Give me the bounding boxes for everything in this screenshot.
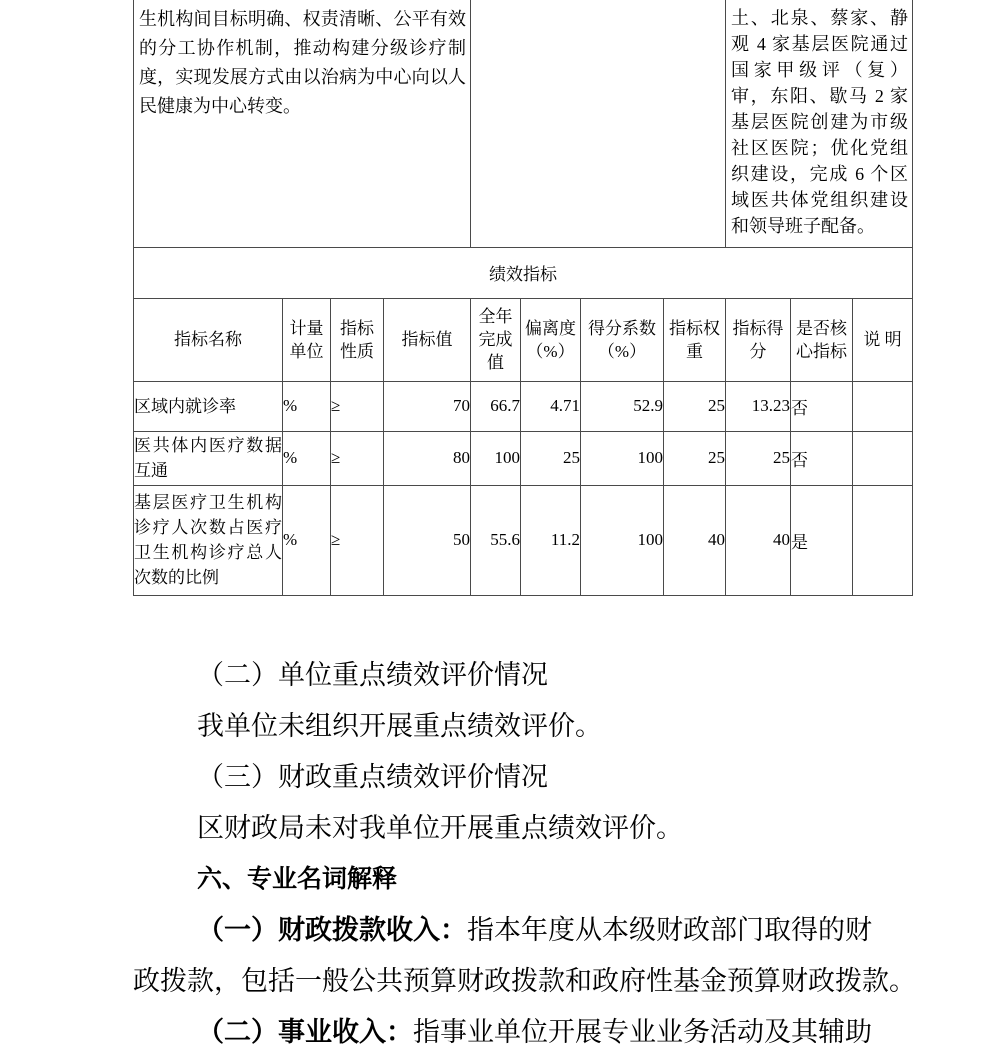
heading-finance-key-evaluation: （三）财政重点绩效评价情况 <box>197 762 548 792</box>
heading-unit-key-evaluation: （二）单位重点绩效评价情况 <box>197 660 548 690</box>
cell-target-value: 70 <box>384 381 471 431</box>
cell-core-indicator: 是 <box>791 485 853 595</box>
cell-score-coefficient: 100 <box>581 431 664 485</box>
table-row <box>134 431 913 485</box>
cell-unit: % <box>283 485 331 595</box>
column-header-note: 说 明 <box>853 298 913 381</box>
cell-core-indicator: 否 <box>791 431 853 485</box>
column-header-score-coefficient: 得分系数（%） <box>581 298 664 381</box>
cell-score-coefficient: 100 <box>581 485 664 595</box>
cell-weight: 40 <box>664 485 726 595</box>
column-header-target-value: 指标值 <box>384 298 471 381</box>
cell-nature: ≥ <box>331 485 384 595</box>
cell-unit: % <box>283 431 331 485</box>
table-row-continued <box>134 0 913 247</box>
cell-score: 13.23 <box>726 381 791 431</box>
cell-empty <box>471 0 726 247</box>
term-label-business-income: （二）事业收入： <box>197 1017 413 1047</box>
section-title-performance-indicators: 绩效指标 <box>134 247 913 298</box>
cell-weight: 25 <box>664 431 726 485</box>
cell-core-indicator: 否 <box>791 381 853 431</box>
cell-deviation: 11.2 <box>521 485 581 595</box>
table-row <box>134 485 913 595</box>
cell-hospital-achievement-text: 土、北泉、蔡家、静观 4 家基层医院通过国家甲级评（复）审，东阳、歇马 2 家基层医院创建为市级社区医院；优化党组织建设，完成 6 个区域医共体党组织建设和领导班子配备。 <box>726 0 913 247</box>
heading-terminology: 六、专业名词解释 <box>197 865 398 893</box>
cell-division-mechanism-text: 生机构间目标明确、权责清晰、公平有效的分工协作机制，推动构建分级诊疗制度，实现发展方式由以治病为中心向以人民健康为中心转变。 <box>134 0 471 247</box>
column-header-weight: 指标权重 <box>664 298 726 381</box>
cell-annual-completion: 55.6 <box>471 485 521 595</box>
document-body-text <box>133 650 933 1058</box>
paragraph-term-fiscal-appropriation-line1 <box>133 905 933 956</box>
cell-weight: 25 <box>664 381 726 431</box>
column-header-score: 指标得分 <box>726 298 791 381</box>
cell-unit: % <box>283 381 331 431</box>
table-row-section-title <box>134 247 913 298</box>
cell-annual-completion: 100 <box>471 431 521 485</box>
cell-score: 40 <box>726 485 791 595</box>
cell-nature: ≥ <box>331 431 384 485</box>
paragraph-unit-key-evaluation: 我单位未组织开展重点绩效评价。 <box>197 711 602 741</box>
cell-annual-completion: 66.7 <box>471 381 521 431</box>
term-text: 指事业单位开展专业业务活动及其辅助 <box>413 1017 872 1047</box>
cell-score-coefficient: 52.9 <box>581 381 664 431</box>
cell-note <box>853 485 913 595</box>
cell-indicator-name: 基层医疗卫生机构诊疗人次数占医疗卫生机构诊疗总人次数的比例 <box>134 485 283 595</box>
term-label-fiscal-appropriation: （一）财政拨款收入： <box>197 915 467 945</box>
table-row <box>134 381 913 431</box>
cell-note <box>853 381 913 431</box>
column-header-core-indicator: 是否核心指标 <box>791 298 853 381</box>
column-header-deviation: 偏离度（%） <box>521 298 581 381</box>
cell-indicator-name: 区域内就诊率 <box>134 381 283 431</box>
paragraph-term-business-income <box>133 1007 933 1058</box>
term-text: 指本年度从本级财政部门取得的财 <box>467 915 872 945</box>
column-header-annual-completion: 全年完成值 <box>471 298 521 381</box>
cell-deviation: 4.71 <box>521 381 581 431</box>
paragraph-term-fiscal-appropriation-line2: 政拨款，包括一般公共预算财政拨款和政府性基金预算财政拨款。 <box>133 966 916 996</box>
cell-indicator-name: 医共体内医疗数据互通 <box>134 431 283 485</box>
cell-deviation: 25 <box>521 431 581 485</box>
cell-score: 25 <box>726 431 791 485</box>
performance-indicator-table <box>133 0 913 596</box>
cell-target-value: 50 <box>384 485 471 595</box>
column-header-unit: 计量单位 <box>283 298 331 381</box>
cell-target-value: 80 <box>384 431 471 485</box>
paragraph-finance-key-evaluation: 区财政局未对我单位开展重点绩效评价。 <box>197 813 683 843</box>
table-header-row <box>134 298 913 381</box>
column-header-indicator-name: 指标名称 <box>134 298 283 381</box>
cell-note <box>853 431 913 485</box>
column-header-nature: 指标性质 <box>331 298 384 381</box>
cell-nature: ≥ <box>331 381 384 431</box>
